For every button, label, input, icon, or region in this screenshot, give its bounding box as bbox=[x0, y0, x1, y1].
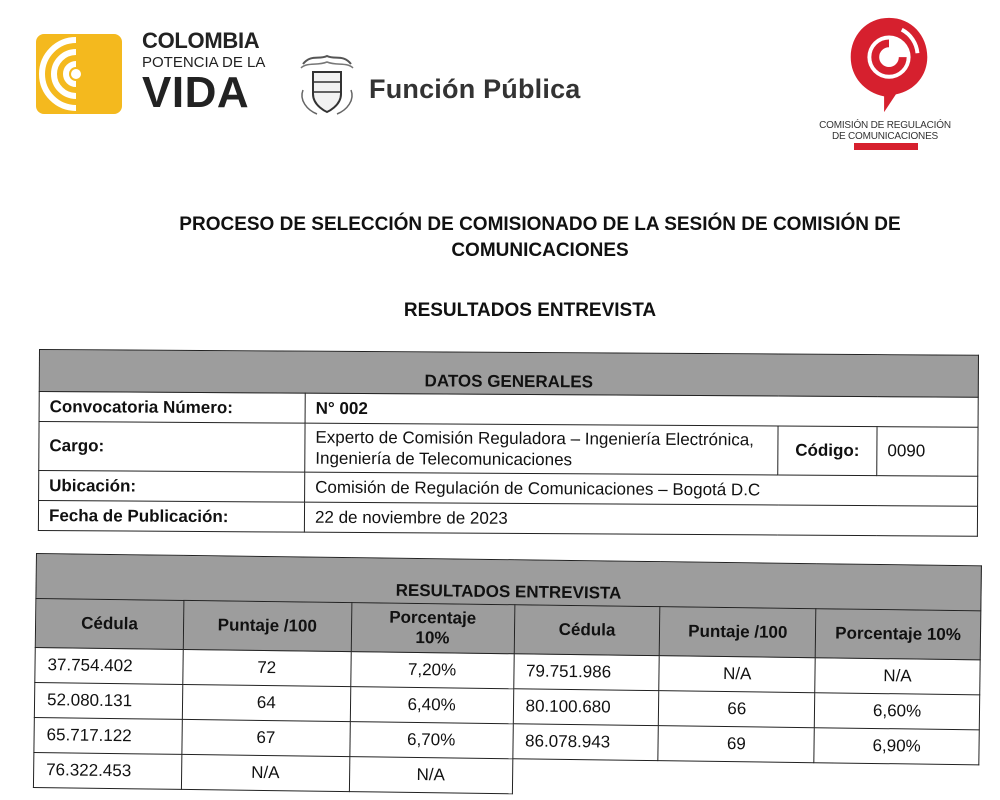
puntaje-cell: 72 bbox=[183, 649, 351, 686]
puntaje-cell: 67 bbox=[182, 719, 350, 756]
column-header-porcentaje: Porcentaje 10% bbox=[351, 603, 515, 654]
datos-generales-table bbox=[38, 349, 979, 537]
puntaje-cell: 64 bbox=[182, 684, 350, 721]
datos-generales-header: DATOS GENERALES bbox=[39, 350, 978, 398]
codigo-value: 0090 bbox=[877, 427, 978, 477]
column-header-porcentaje: Porcentaje 10% bbox=[815, 609, 980, 660]
empty-cell bbox=[512, 759, 979, 800]
cedula-cell: 37.754.402 bbox=[35, 647, 183, 684]
fecha-label: Fecha de Publicación: bbox=[38, 501, 304, 533]
cedula-cell: 86.078.943 bbox=[512, 724, 658, 761]
logo-line-potencia: POTENCIA DE LA bbox=[142, 54, 266, 71]
fecha-value: 22 de noviembre de 2023 bbox=[304, 502, 977, 536]
cargo-label: Cargo: bbox=[39, 422, 305, 473]
crc-logo bbox=[810, 10, 970, 160]
colombia-logo-text bbox=[142, 30, 265, 115]
document-subtitle: RESULTADOS ENTREVISTA bbox=[403, 300, 657, 321]
cargo-value: Experto de Comisión Reguladora – Ingeniería Electrónica, Ingeniería de Telecomunicaciones bbox=[305, 423, 778, 475]
coat-of-arms-icon bbox=[297, 52, 357, 118]
ubicacion-label: Ubicación: bbox=[39, 471, 305, 503]
column-header-puntaje: Puntaje /100 bbox=[660, 607, 816, 658]
porcentaje-cell: 7,20% bbox=[350, 652, 513, 689]
crc-text-line1: COMISIÓN DE REGULACIÓN bbox=[819, 120, 951, 131]
column-header-puntaje: Puntaje /100 bbox=[183, 600, 351, 651]
porcentaje-cell: 6,40% bbox=[350, 687, 513, 724]
cedula-cell: 52.080.131 bbox=[34, 682, 182, 719]
porcentaje-cell: 6,70% bbox=[349, 722, 512, 759]
codigo-label: Código: bbox=[778, 426, 877, 476]
ubicacion-value: Comisión de Regulación de Comunicaciones – Bogotá D.C bbox=[305, 472, 978, 506]
colombia-potencia-logo bbox=[36, 30, 276, 120]
logo-line-vida: VIDA bbox=[142, 68, 250, 117]
cedula-cell: 65.717.122 bbox=[34, 717, 182, 754]
document-title: PROCESO DE SELECCIÓN DE COMISIONADO DE LA SESIÓN DE COMISIÓN DE COMUNICACIONES bbox=[179, 214, 901, 261]
puntaje-cell: 66 bbox=[659, 691, 815, 728]
crc-emblem-icon bbox=[844, 10, 934, 118]
porcentaje-cell: N/A bbox=[349, 757, 512, 794]
puntaje-cell: N/A bbox=[181, 754, 349, 791]
cedula-cell: 79.751.986 bbox=[513, 654, 659, 691]
resultados-entrevista-table bbox=[33, 553, 986, 800]
funcion-publica-logo bbox=[297, 52, 607, 122]
porcentaje-cell: 6,90% bbox=[814, 728, 979, 765]
column-header-cedula: Cédula bbox=[514, 605, 661, 656]
cedula-cell: 76.322.453 bbox=[33, 752, 181, 789]
logo-line-colombia: COLOMBIA bbox=[142, 28, 260, 53]
resultados-header: RESULTADOS ENTREVISTA bbox=[36, 554, 982, 611]
column-header-cedula: Cédula bbox=[35, 599, 184, 650]
funcion-publica-text: Función Pública bbox=[369, 74, 581, 104]
convocatoria-value: N° 002 bbox=[305, 393, 978, 427]
cedula-cell: 80.100.680 bbox=[513, 689, 659, 726]
crc-red-bar bbox=[854, 143, 918, 150]
puntaje-cell: 69 bbox=[658, 726, 814, 763]
crc-text-line2: DE COMUNICACIONES bbox=[831, 131, 939, 142]
convocatoria-label: Convocatoria Número: bbox=[39, 392, 305, 424]
colombia-signal-icon bbox=[36, 34, 122, 114]
puntaje-cell: N/A bbox=[659, 656, 815, 693]
porcentaje-cell: 6,60% bbox=[814, 693, 979, 730]
porcentaje-cell: N/A bbox=[815, 658, 980, 695]
